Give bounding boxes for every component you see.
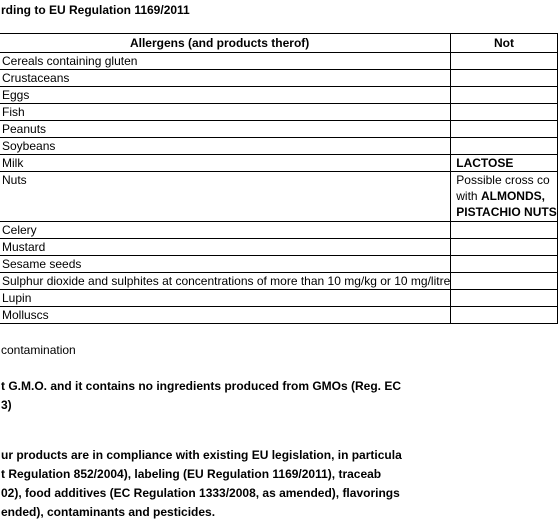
table-row <box>0 290 557 307</box>
allergen-cell: Peanuts <box>0 121 451 138</box>
table-row <box>0 239 557 256</box>
allergen-cell: Molluscs <box>0 307 451 324</box>
table-row <box>0 53 557 70</box>
note-cell <box>451 121 557 138</box>
note-cell <box>451 256 557 273</box>
note-cell <box>451 53 557 70</box>
allergen-cell: Celery <box>0 222 451 239</box>
allergens-table <box>0 33 558 324</box>
table-row <box>0 273 557 290</box>
statement-line: ended), contaminants and pesticides. <box>1 505 216 519</box>
note-line <box>456 188 556 204</box>
gmo-statement <box>1 377 401 415</box>
note-text: with <box>456 189 481 203</box>
note-cell <box>451 70 557 87</box>
note-bold-line: PISTACHIO NUTS <box>456 205 557 219</box>
table-row <box>0 87 557 104</box>
note-cell <box>451 138 557 155</box>
note-cell <box>451 87 557 104</box>
statement-line: t Regulation 852/2004), labeling (EU Regulation 1169/2011), traceab <box>1 467 382 481</box>
allergen-cell: Lupin <box>0 290 451 307</box>
table-header-row <box>0 34 557 53</box>
note-line: Possible cross co <box>456 173 550 187</box>
table-row <box>0 155 557 172</box>
allergen-cell: Soybeans <box>0 138 451 155</box>
allergen-cell: Crustaceans <box>0 70 451 87</box>
column-header-allergens: Allergens (and products therof) <box>0 34 451 53</box>
compliance-statement <box>1 446 402 522</box>
table-row <box>0 104 557 121</box>
table-row <box>0 138 557 155</box>
column-header-notes: Not <box>451 34 557 53</box>
allergen-cell: Mustard <box>0 239 451 256</box>
allergen-cell: Sulphur dioxide and sulphites at concentrations of more than 10 mg/kg or 10 mg/litre <box>0 273 451 290</box>
note-cell: LACTOSE <box>451 155 557 172</box>
note-bold-text: ALMONDS, <box>480 189 545 203</box>
note-cell <box>451 172 557 222</box>
document-heading: rding to EU Regulation 1169/2011 <box>1 3 190 17</box>
table-row <box>0 222 557 239</box>
allergen-cell: Cereals containing gluten <box>0 53 451 70</box>
table-row <box>0 256 557 273</box>
statement-line: 3) <box>1 398 12 412</box>
note-cell <box>451 273 557 290</box>
note-cell <box>451 239 557 256</box>
note-cell <box>451 290 557 307</box>
note-cell <box>451 222 557 239</box>
table-footnote: contamination <box>1 343 76 357</box>
allergen-cell: Eggs <box>0 87 451 104</box>
note-cell <box>451 307 557 324</box>
allergen-cell: Sesame seeds <box>0 256 451 273</box>
table-row <box>0 121 557 138</box>
table-row <box>0 70 557 87</box>
note-cell <box>451 104 557 121</box>
statement-line: 02), food additives (EC Regulation 1333/2008, as amended), flavorings <box>1 486 400 500</box>
table-row <box>0 307 557 324</box>
allergen-cell: Milk <box>0 155 451 172</box>
statement-line: ur products are in compliance with existing EU legislation, in particula <box>1 448 402 462</box>
allergen-cell: Nuts <box>0 172 451 222</box>
allergen-cell: Fish <box>0 104 451 121</box>
statement-line: t G.M.O. and it contains no ingredients produced from GMOs (Reg. EC <box>1 379 402 393</box>
table-row <box>0 172 557 222</box>
